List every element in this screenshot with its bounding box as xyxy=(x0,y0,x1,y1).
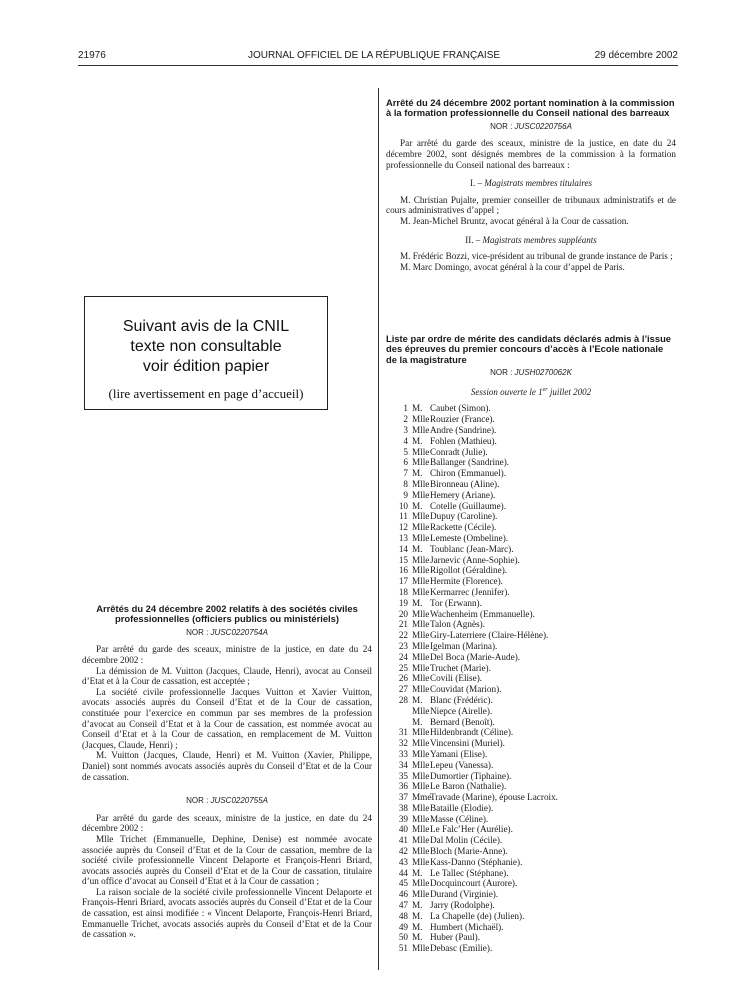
candidate-name: Le Tallec (Stéphane). xyxy=(430,867,509,878)
candidate-name: Caubet (Simon). xyxy=(430,403,491,414)
candidate-row xyxy=(386,652,676,663)
candidate-civility: Mlle xyxy=(412,813,430,824)
member-entry: M. Christian Pujalte, premier conseiller de tribunaux administratifs et de cours administratives d’appel ; xyxy=(386,194,676,216)
candidate-row xyxy=(386,490,676,501)
candidate-civility: Mlle xyxy=(412,576,430,587)
candidate-row xyxy=(386,425,676,436)
candidate-civility: M. xyxy=(412,403,423,414)
candidate-row xyxy=(386,479,676,490)
candidate-rank: 22 xyxy=(398,630,408,641)
candidate-civility: Mlle xyxy=(412,619,430,630)
nor-reference xyxy=(82,796,372,807)
candidate-name: Bernard (Benoît). xyxy=(430,716,495,727)
nor-code: JUSC0220755A xyxy=(210,796,268,806)
candidate-civility: Mlle xyxy=(412,781,430,792)
member-entry: M. Frédéric Bozzi, vice-président au tribunal de grande instance de Paris ; xyxy=(400,251,673,262)
paragraph: Par arrêté du garde des sceaux, ministre de la justice, en date du 24 décembre 2002 : xyxy=(82,812,372,834)
left-article xyxy=(82,604,372,940)
session-line xyxy=(386,387,676,398)
paragraph: Mlle Trichet (Emmanuelle, Dephine, Denise) est nommée avocate associée auprès du Conseil d’Etat et de la Cour de cassation, membre de la société civile professionnelle Vincent Delaporte et François-Henri Briard, avocats associés auprès du Conseil d’Etat et de la Cour de cassation, titulaire d’un office d’avocat au Conseil d’Etat et à la Cour de cassation ; xyxy=(82,833,372,887)
candidate-name: Ballanger (Sandrine). xyxy=(430,457,510,468)
header-rule xyxy=(78,65,678,66)
candidate-rank: 7 xyxy=(403,468,408,479)
candidate-row xyxy=(386,609,676,620)
candidate-rank: 2 xyxy=(403,414,408,425)
candidate-civility: Mlle xyxy=(412,705,430,716)
candidate-rank: 44 xyxy=(398,867,408,878)
candidate-name: Tor (Erwann). xyxy=(430,597,482,608)
candidate-row xyxy=(386,663,676,674)
page-number: 21976 xyxy=(78,50,106,61)
candidate-civility: Mlle xyxy=(412,630,430,641)
paragraph: Par arrêté du garde des sceaux, ministre de la justice, en date du 24 décembre 2002 : xyxy=(82,644,372,665)
candidate-row xyxy=(386,771,676,782)
candidate-rank: 20 xyxy=(398,608,408,619)
candidate-row xyxy=(386,468,676,479)
candidate-civility: Mlle xyxy=(412,425,430,435)
candidate-civility: M. xyxy=(412,597,423,608)
section-heading xyxy=(386,178,676,189)
candidate-civility: Mlle xyxy=(412,608,430,619)
candidate-civility: M. xyxy=(412,500,423,511)
candidate-name: Le Falc’Her (Aurélie). xyxy=(430,824,513,835)
candidate-rank: 21 xyxy=(398,619,408,630)
candidate-name: Lepeu (Vanessa). xyxy=(430,759,494,770)
candidate-name: Rouzier (France). xyxy=(430,414,495,425)
candidate-civility: Mlle xyxy=(412,802,430,813)
candidate-row xyxy=(386,835,676,846)
candidate-rank: 36 xyxy=(398,781,408,792)
candidate-rank: 12 xyxy=(398,522,408,533)
candidate-row xyxy=(386,684,676,695)
candidate-name: Jarnevic (Anne-Sophie). xyxy=(430,554,520,565)
candidate-civility: Mlle xyxy=(412,532,430,543)
candidate-name: Hemery (Ariane). xyxy=(430,489,496,500)
candidate-civility: Mlle xyxy=(412,684,430,695)
candidate-row xyxy=(386,900,676,911)
candidate-rank xyxy=(386,717,412,728)
candidate-row xyxy=(386,641,676,652)
candidate-rank: 45 xyxy=(398,878,408,889)
candidate-name: Del Boca (Marie-Aude). xyxy=(430,651,521,662)
right-article-enm xyxy=(386,334,676,954)
candidate-row xyxy=(386,587,676,598)
paragraph: La raison sociale de la société civile professionnelle Vincent Delaporte et François-Henri Briard, avocats associés auprès du Conseil d’Etat et de la Cour de cassation, est ainsi modifiée : « Vincent Delaporte, François-Henri Briard, Emmanuelle Trichet, avocats associés auprès du Conseil d’Etat et de la Cour de cassation ». xyxy=(82,886,372,940)
candidate-name: Conradt (Julie). xyxy=(430,446,488,457)
right-article-cnb xyxy=(386,98,676,272)
candidate-row xyxy=(386,738,676,749)
candidate-row xyxy=(386,565,676,576)
candidate-name: Durand (Virginie). xyxy=(430,889,499,900)
candidate-civility: M. xyxy=(412,543,423,554)
candidate-rank xyxy=(386,706,412,717)
paragraph: La démission de M. Vuitton (Jacques, Claude, Henri), avocat au Conseil d’Etat et à la Cour de cassation, est acceptée ; xyxy=(82,665,372,687)
candidate-row xyxy=(386,522,676,533)
candidate-civility: Mlle xyxy=(412,770,430,781)
candidate-rank: 35 xyxy=(398,770,408,781)
candidate-name: Cotelle (Guillaume). xyxy=(430,500,507,511)
candidate-name: Dupuy (Caroline). xyxy=(430,511,498,522)
candidate-name: Dal Molin (Cécile). xyxy=(430,835,503,846)
nor-label: NOR : xyxy=(186,796,209,806)
candidate-row xyxy=(386,598,676,609)
candidate-civility: Mlle xyxy=(412,554,430,565)
candidate-name: Andre (Sandrine). xyxy=(430,425,497,435)
paragraph: M. Vuitton (Jacques, Claude, Henri) et M. Vuitton (Xavier, Philippe, Daniel) sont nommés avocats associés auprès du Conseil d’Etat et de la Cour de cassation. xyxy=(82,750,372,782)
candidate-row xyxy=(386,878,676,889)
candidate-civility: Mlle xyxy=(412,748,430,759)
candidate-row xyxy=(386,511,676,522)
cnil-notice-box xyxy=(84,296,328,410)
candidate-row xyxy=(386,889,676,900)
candidate-civility: Mlle xyxy=(412,878,430,889)
candidate-civility: Mlle xyxy=(412,824,430,835)
candidate-row xyxy=(386,760,676,771)
section-number: II. – xyxy=(465,234,481,245)
candidate-civility: M. xyxy=(412,468,423,479)
candidate-civility: Mlle xyxy=(412,889,430,900)
nor-label: NOR : xyxy=(186,627,209,637)
candidate-row xyxy=(386,727,676,738)
nor-code: JUSC0220754A xyxy=(210,627,268,637)
candidate-list xyxy=(386,403,676,954)
paragraph: La société civile professionnelle Jacques Vuitton et Xavier Vuitton, avocats associés auprès du Conseil d’Etat et de la Cour de cassation, constituée pour l’exercice en commun par ses membres de la profession d’avocat au Conseil d’Etat et à la Cour de cassation, est nommée avocat au Conseil d’Etat et à la Cour de cassation, en remplacement de M. Vuitton (Jacques, Claude, Henri) ; xyxy=(82,686,372,750)
candidate-rank: 50 xyxy=(398,932,408,943)
nor-reference xyxy=(82,628,372,639)
candidate-row xyxy=(386,555,676,566)
candidate-rank: 1 xyxy=(403,403,408,414)
nor-code: JUSC0220756A xyxy=(514,121,572,131)
candidate-name: La Chapelle (de) (Julien). xyxy=(430,910,525,921)
candidate-civility: Mlle xyxy=(412,856,430,867)
nor-label: NOR : xyxy=(490,121,513,131)
issue-date: 29 décembre 2002 xyxy=(594,50,678,61)
candidate-row xyxy=(386,619,676,630)
candidate-name: Huber (Paul). xyxy=(430,932,481,943)
cnil-notice-line: Suivant avis de la CNIL xyxy=(122,318,290,335)
candidate-civility: M. xyxy=(412,932,423,943)
page-header xyxy=(0,0,748,60)
session-suffix: juillet 2002 xyxy=(547,386,592,397)
candidate-civility: M. xyxy=(412,694,423,705)
candidate-rank: 48 xyxy=(398,910,408,921)
candidate-civility: Mlle xyxy=(412,511,430,522)
candidate-name: Rigollot (Géraldine). xyxy=(430,565,508,576)
candidate-name: Igelman (Marina). xyxy=(430,640,498,651)
candidate-name: Vincensini (Muriel). xyxy=(430,738,505,749)
candidate-name: Chiron (Emmanuel). xyxy=(430,468,507,479)
cnil-notice-line: texte non consultable xyxy=(130,338,282,355)
candidate-civility: Mlle xyxy=(412,943,430,954)
candidate-name: Fohlen (Mathieu). xyxy=(430,435,497,446)
candidate-rank: 32 xyxy=(398,738,408,749)
candidate-rank: 18 xyxy=(398,586,408,597)
candidate-name: Kermarrec (Jennifer). xyxy=(430,586,510,597)
candidate-row xyxy=(386,922,676,933)
candidate-civility: Mlle xyxy=(412,586,430,597)
candidate-row xyxy=(386,706,676,717)
nor-code: JUSH0270062K xyxy=(514,368,572,378)
candidate-rank: 43 xyxy=(398,856,408,867)
candidate-name: Couvidat (Marion). xyxy=(430,684,502,695)
candidate-rank: 19 xyxy=(398,597,408,608)
section-heading xyxy=(386,235,676,246)
candidate-name: Hermite (Florence). xyxy=(430,576,503,587)
candidate-rank: 17 xyxy=(398,576,408,587)
session-sup: er xyxy=(542,386,548,393)
candidate-civility: M. xyxy=(412,867,423,878)
candidate-row xyxy=(386,857,676,868)
candidate-name: Masse (Céline). xyxy=(430,813,489,824)
candidate-rank: 23 xyxy=(398,640,408,651)
member-entry: M. Jean-Michel Bruntz, avocat général à la Cour de cassation. xyxy=(400,215,629,226)
candidate-civility: Mlle xyxy=(412,522,430,533)
cnil-notice-line: voir édition papier xyxy=(142,358,270,375)
candidate-row xyxy=(386,781,676,792)
candidate-rank: 13 xyxy=(398,532,408,543)
candidate-name: Bloch (Marie-Anne). xyxy=(430,846,508,857)
candidate-row xyxy=(386,544,676,555)
candidate-civility: Mlle xyxy=(412,846,430,857)
candidate-row xyxy=(386,436,676,447)
candidate-civility: Mlle xyxy=(412,457,430,468)
candidate-civility: M. xyxy=(412,435,423,446)
candidate-name: Dumortier (Tiphaine). xyxy=(430,770,512,781)
candidate-rank: 51 xyxy=(398,943,408,954)
candidate-name: Bataille (Elodie). xyxy=(430,802,494,813)
candidate-rank: 28 xyxy=(398,694,408,705)
candidate-row xyxy=(386,824,676,835)
candidate-row xyxy=(386,814,676,825)
nor-reference xyxy=(386,368,676,379)
candidate-rank: 24 xyxy=(398,651,408,662)
column-divider xyxy=(378,88,379,970)
candidate-civility: Mlle xyxy=(412,414,430,425)
candidate-civility: M. xyxy=(412,716,423,727)
candidate-civility: Mlle xyxy=(412,565,430,576)
article-title: Liste par ordre de mérite des candidats déclarés admis à l’issue des épreuves du premier concours d’accès à l’Ecole nationale de la magistrature xyxy=(386,333,672,365)
candidate-row xyxy=(386,792,676,803)
candidate-row xyxy=(386,501,676,512)
candidate-civility: Mlle xyxy=(412,640,430,651)
candidate-civility: Mlle xyxy=(412,662,430,673)
candidate-name: Niepce (Airelle). xyxy=(430,705,493,716)
candidate-rank: 10 xyxy=(398,500,408,511)
candidate-name: Yamani (Elise). xyxy=(430,748,488,759)
candidate-name: Kass-Danno (Stéphanie). xyxy=(430,856,523,867)
candidate-name: Covili (Elise). xyxy=(430,673,483,684)
candidate-row xyxy=(386,673,676,684)
candidate-rank: 6 xyxy=(403,457,408,468)
candidate-rank: 47 xyxy=(398,900,408,911)
candidate-civility: Mme xyxy=(412,792,432,803)
candidate-name: Wachenheim (Emmanuelle). xyxy=(430,608,535,619)
candidate-rank: 14 xyxy=(398,543,408,554)
candidate-row xyxy=(386,457,676,468)
candidate-name: Talon (Agnès). xyxy=(430,619,485,630)
article-title: Arrêtés du 24 décembre 2002 relatifs à des sociétés civiles professionnelles (officiers publics ou ministériels) xyxy=(96,603,358,625)
candidate-name: Blanc (Frédéric). xyxy=(430,694,493,705)
candidate-row xyxy=(386,533,676,544)
candidate-name: Le Baron (Nathalie). xyxy=(430,781,507,792)
candidate-rank: 39 xyxy=(398,813,408,824)
candidate-row xyxy=(386,911,676,922)
candidate-rank: 49 xyxy=(398,921,408,932)
candidate-rank: 42 xyxy=(398,846,408,857)
candidate-name: Lemeste (Ombeline). xyxy=(430,532,509,543)
candidate-civility: Mlle xyxy=(412,727,430,738)
candidate-name: Docquincourt (Aurore). xyxy=(430,878,518,889)
candidate-civility: M. xyxy=(412,910,423,921)
candidate-rank: 41 xyxy=(398,835,408,846)
candidate-rank: 27 xyxy=(398,684,408,695)
candidate-row xyxy=(386,803,676,814)
candidate-row xyxy=(386,403,676,414)
candidate-rank: 15 xyxy=(398,554,408,565)
candidate-row xyxy=(386,749,676,760)
session-prefix: Session ouverte le 1 xyxy=(470,386,543,397)
candidate-row xyxy=(386,868,676,879)
candidate-row xyxy=(386,630,676,641)
candidate-rank: 33 xyxy=(398,748,408,759)
candidate-name: Jarry (Rodolphe). xyxy=(430,900,495,911)
candidate-rank: 40 xyxy=(398,824,408,835)
candidate-rank: 8 xyxy=(403,478,408,489)
section-number: I. – xyxy=(469,178,482,189)
paragraph: Par arrêté du garde des sceaux, ministre de la justice, en date du 24 décembre 2002, sont désignés membres de la commission à la formation professionnelle du Conseil national des barreaux : xyxy=(386,138,676,170)
candidate-row xyxy=(386,717,676,728)
candidate-name: Debasc (Emilie). xyxy=(430,943,493,954)
candidate-civility: Mlle xyxy=(412,446,430,457)
candidate-rank: 26 xyxy=(398,673,408,684)
candidate-row xyxy=(386,576,676,587)
candidate-rank: 3 xyxy=(403,425,408,435)
candidate-civility: Mlle xyxy=(412,835,430,846)
candidate-rank: 37 xyxy=(398,792,408,803)
candidate-civility: Mlle xyxy=(412,489,430,500)
candidate-rank: 34 xyxy=(398,759,408,770)
candidate-civility: Mlle xyxy=(412,738,430,749)
candidate-name: Bironneau (Aline). xyxy=(430,478,500,489)
candidate-rank: 25 xyxy=(398,662,408,673)
candidate-rank: 16 xyxy=(398,565,408,576)
section-title: Magistrats membres suppléants xyxy=(482,234,597,245)
candidate-civility: M. xyxy=(412,900,423,911)
candidate-name: Truchet (Marie). xyxy=(430,662,491,673)
section-title: Magistrats membres titulaires xyxy=(484,178,593,189)
candidate-rank: 4 xyxy=(403,435,408,446)
nor-label: NOR : xyxy=(490,368,513,378)
candidate-row xyxy=(386,695,676,706)
journal-title: JOURNAL OFFICIEL DE LA RÉPUBLIQUE FRANÇAISE xyxy=(247,50,501,61)
cnil-notice-hint: (lire avertissement en page d’accueil) xyxy=(108,386,304,401)
candidate-civility: Mlle xyxy=(412,651,430,662)
candidate-row xyxy=(386,943,676,954)
candidate-civility: Mlle xyxy=(412,759,430,770)
candidate-row xyxy=(386,447,676,458)
candidate-rank: 46 xyxy=(398,889,408,900)
article-title: Arrêté du 24 décembre 2002 portant nomination à la commission à la formation professionnelle du Conseil national des barreaux xyxy=(386,97,675,119)
nor-reference xyxy=(386,122,676,133)
candidate-name: Rackette (Cécile). xyxy=(430,522,497,533)
candidate-civility: Mlle xyxy=(412,478,430,489)
candidate-row xyxy=(386,846,676,857)
candidate-row xyxy=(386,932,676,943)
candidate-rank: 31 xyxy=(398,727,408,738)
candidate-civility: Mlle xyxy=(412,673,430,684)
candidate-civility: M. xyxy=(412,921,423,932)
candidate-rank: 5 xyxy=(403,446,408,457)
candidate-rank: 9 xyxy=(403,489,408,500)
candidate-name: Hildenbrandt (Céline). xyxy=(430,727,514,738)
candidate-name: Giry-Laterriere (Claire-Hélène). xyxy=(430,630,549,641)
candidate-name: Humbert (Michaël). xyxy=(430,921,504,932)
candidate-row xyxy=(386,414,676,425)
candidate-name: Toublanc (Jean-Marc). xyxy=(430,543,514,554)
candidate-rank: 11 xyxy=(399,511,408,522)
candidate-name: Travade (Marine), épouse Lacroix. xyxy=(430,792,558,803)
candidate-rank: 38 xyxy=(398,802,408,813)
member-entry: M. Marc Domingo, avocat général à la cour d’appel de Paris. xyxy=(400,261,625,272)
